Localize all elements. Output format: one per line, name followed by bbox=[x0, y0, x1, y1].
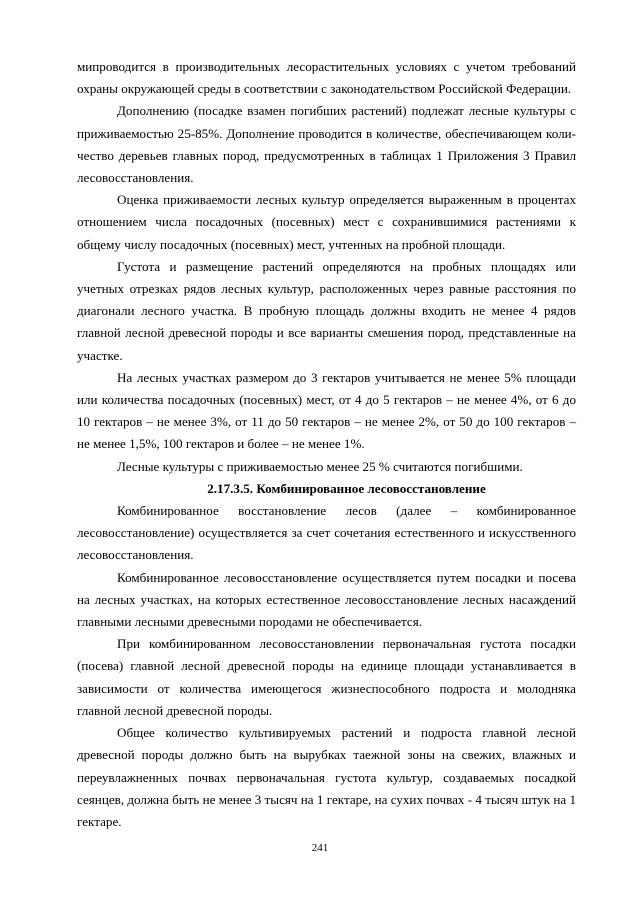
paragraph-continuation: мипроводится в производительных лесорастительных условиях с учетом требований охраны окружающей среды в соответствии с законодательством Российской Федерации. bbox=[77, 59, 576, 97]
paragraph-initial-density: При комбинированном лесовосстановлении первоначальная густота посадки (посева) главной лесной древесной породы на единице площади устанавливается в зависимости от количества имеющегося жизнеспособного подроста и молодняка главной лесной древесной породы. bbox=[77, 636, 576, 718]
section-heading: 2.17.3.5. Комбинированное лесовосстановление bbox=[207, 480, 486, 496]
paragraph-dead-cultures: Лесные культуры с приживаемостью менее 25 % считаются погибшими. bbox=[117, 458, 523, 474]
paragraph-sample-area-share: На лесных участках размером до 3 гектаров учитывается не менее 5% площади или количества посадочных (посевных) мест, от 4 до 5 гектаров – не менее 4%, от 6 до 10 гектаров – не менее 3%, от 11 до 50 гектаров – не менее 2%, от 50 до 100 гектаров – не менее 1,5%, 100 гектаров и более – не менее 1%. bbox=[77, 369, 576, 452]
paragraph-density-placement: Густота и размещение растений определяются на пробных площадях или учетных отрезках рядов лесных культур, расположенных через равные расстояния по диагонали лесного участка. В пробную площадь должны входить не менее 4 рядов главной лесной древесной породы и все варианты смешения пород, представленные на участке. bbox=[77, 258, 576, 363]
paragraph-combined-method: Комбинированное лесовосстановление осуществляется путем посадки и посева на лесных участках, на которых естественное лесовосстановление лесных насаждений главными лесными древесными породами не обеспечивается. bbox=[77, 569, 576, 630]
paragraph-replanting: Дополнению (посадке взамен погибших растений) подлежат лесные культуры с приживаемостью 25-85%. Дополнение проводится в количестве, обеспечивающем количество деревьев главных пород, предусмотренных в таблицах 1 Приложения 3 Правил лесовосстановления. bbox=[77, 103, 576, 186]
page-number: 241 bbox=[311, 842, 329, 854]
paragraph-survival-assessment: Оценка приживаемости лесных культур определяется выраженным в процентах отношением числа посадочных (посевных) мест с сохранившимися растениями к общему числу посадочных (посевных) мест, учтенных на пробной площади. bbox=[77, 192, 576, 252]
paragraph-total-quantity: Общее количество культивируемых растений и подроста главной лесной древесной породы должно быть на вырубках таежной зоны на свежих, влажных и переувлажненных почвах первоначальная густота культур, создаваемых посадкой сеянцев, должна быть не менее 3 тысяч на 1 гектаре, на сухих почвах - 4 тысяч штук на 1 гектаре. bbox=[77, 725, 576, 829]
paragraph-combined-definition: Комбинированное восстановление лесов (далее – комбинированное лесовосстановление) осуществляется за счет сочетания естественного и искусственного лесовосстановления. bbox=[77, 503, 576, 563]
body-text bbox=[77, 56, 576, 833]
